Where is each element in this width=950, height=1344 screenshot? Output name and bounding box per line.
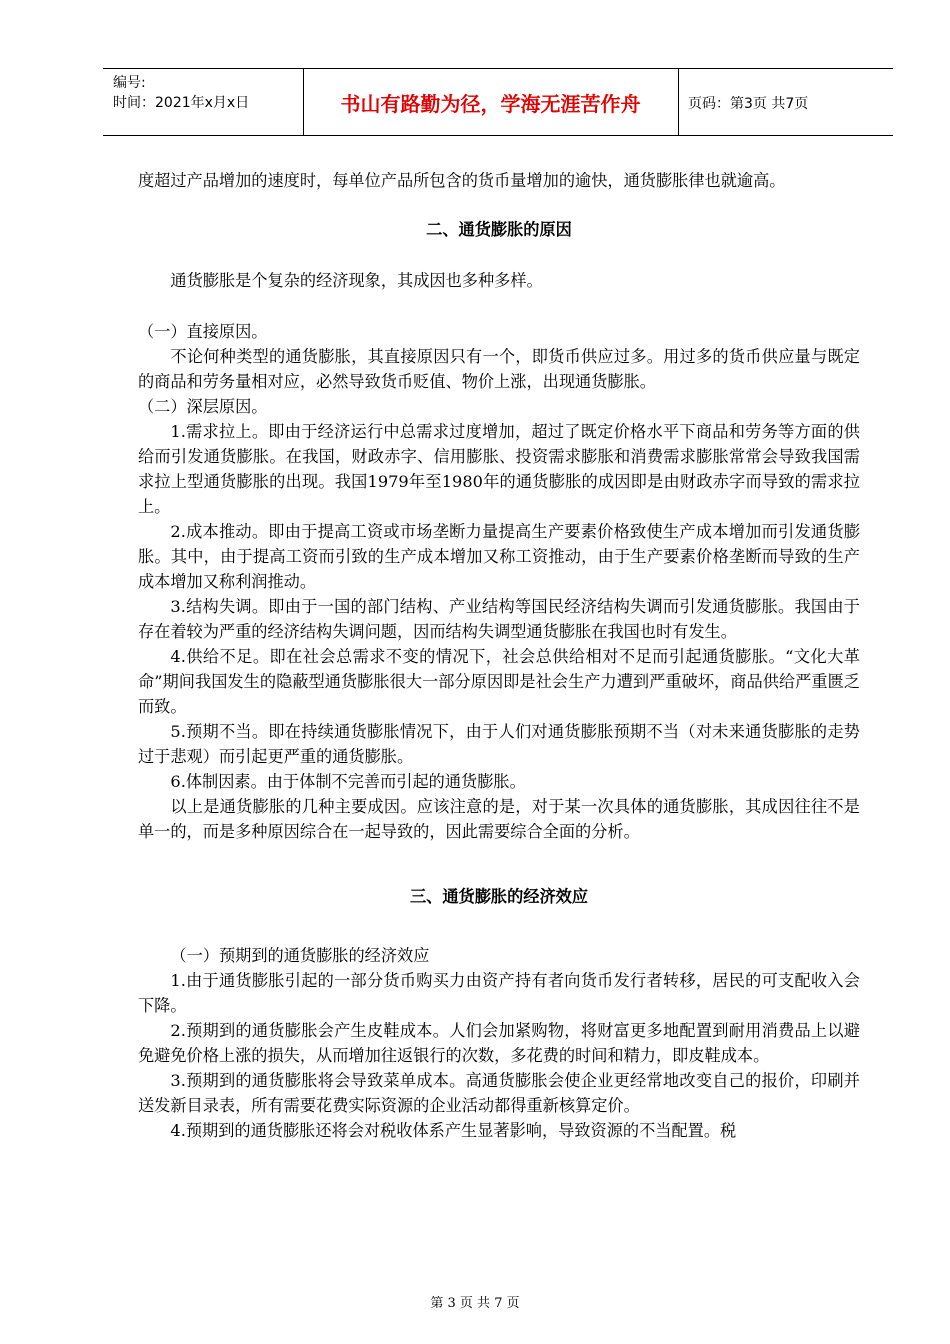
list-item: 3.结构失调。即由于一国的部门结构、产业结构等国民经济结构失调而引发通货膨胀。我国由于存在着较为严重的经济结构失调问题，因而结构失调型通货膨胀在我国也时有发生。 xyxy=(138,597,860,641)
section-heading: 二、通货膨胀的原因 xyxy=(426,220,572,239)
subsection-heading: （二）深层原因。 xyxy=(138,397,268,416)
number-label: 编号: xyxy=(113,75,146,91)
paragraph: 不论何种类型的通货膨胀，其直接原因只有一个，即货币供应过多。用过多的货币供应量与既定的商品和劳务量相对应，必然导致货币贬值、物价上涨，出现通货膨胀。 xyxy=(138,347,860,391)
subsection-heading: （一）预期到的通货膨胀的经济效应 xyxy=(170,946,430,965)
list-item: 2.预期到的通货膨胀会产生皮鞋成本。人们会加紧购物，将财富更多地配置到耐用消费品上以避免避免价格上涨的损失，从而增加往返银行的次数，多花费的时间和精力，即皮鞋成本。 xyxy=(138,1021,860,1065)
document-header xyxy=(103,68,893,136)
header-meta xyxy=(113,73,249,113)
section-heading: 三、通货膨胀的经济效应 xyxy=(409,887,589,906)
time-label: 时间：2021年x月x日 xyxy=(113,95,250,111)
document-body xyxy=(138,168,860,1143)
page-footer: 第 3 页 共 7 页 xyxy=(430,1296,520,1311)
list-item: 2.成本推动。即由于提高工资或市场垄断力量提高生产要素价格致使生产成本增加而引发通货膨胀。其中，由于提高工资而引致的生产成本增加又称工资推动，由于生产要素价格垄断而导致的生产成本增加又称利润推动。 xyxy=(138,522,860,591)
subsection-heading: （一）直接原因。 xyxy=(138,322,268,341)
list-item: 6.体制因素。由于体制不完善而引起的通货膨胀。 xyxy=(170,772,526,791)
header-divider xyxy=(678,69,679,135)
paragraph: 通货膨胀是个复杂的经济现象，其成因也多种多样。 xyxy=(170,271,543,290)
list-item: 1.需求拉上。即由于经济运行中总需求过度增加，超过了既定价格水平下商品和劳务等方面的供给而引发通货膨胀。在我国，财政赤字、信用膨胀、投资需求膨胀和消费需求膨胀常常会导致我国需求拉上型通货膨胀的出现。我国1979年至1980年的通货膨胀的成因即是由财政赤字而导致的需求拉上。 xyxy=(138,422,860,516)
list-item: 4.预期到的通货膨胀还将会对税收体系产生显著影响，导致资源的不当配置。税 xyxy=(170,1121,737,1140)
header-motto: 书山有路勤为径，学海无涯苦作舟 xyxy=(340,91,641,116)
list-item: 1.由于通货膨胀引起的一部分货币购买力由资产持有者向货币发行者转移，居民的可支配收入会下降。 xyxy=(138,971,860,1015)
list-item: 5.预期不当。即在持续通货膨胀情况下，由于人们对通货膨胀预期不当（对未来通货膨胀的走势过于悲观）而引起更严重的通货膨胀。 xyxy=(138,722,860,766)
paragraph: 度超过产品增加的速度时，每单位产品所包含的货币量增加的逾快，通货膨胀律也就逾高。 xyxy=(138,171,786,190)
paragraph: 以上是通货膨胀的几种主要成因。应该注意的是，对于某一次具体的通货膨胀，其成因往往不是单一的，而是多种原因综合在一起导致的，因此需要综合全面的分析。 xyxy=(138,797,860,841)
list-item: 3.预期到的通货膨胀将会导致菜单成本。高通货膨胀会使企业更经常地改变自己的报价，印刷并送发新目录表，所有需要花费实际资源的企业活动都得重新核算定价。 xyxy=(138,1071,860,1115)
list-item: 4.供给不足。即在社会总需求不变的情况下，社会总供给相对不足而引起通货膨胀。“文化大革命”期间我国发生的隐蔽型通货膨胀很大一部分原因即是社会生产力遭到严重破坏，商品供给严重匮乏而致。 xyxy=(138,647,860,716)
header-page-label: 页码：第3页 共7页 xyxy=(688,96,809,112)
